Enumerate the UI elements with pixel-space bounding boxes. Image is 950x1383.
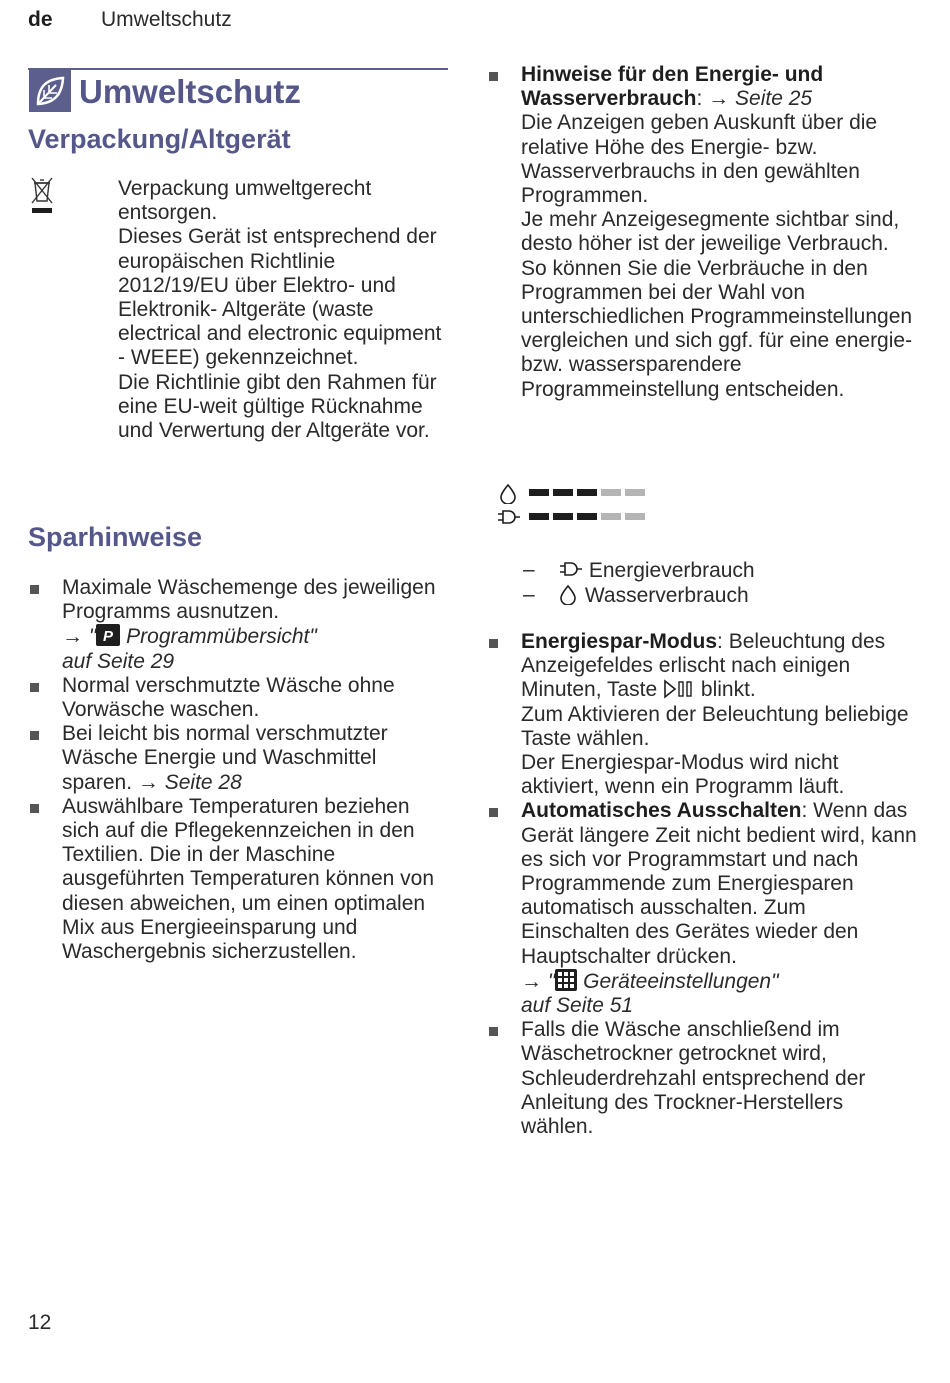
legend-item: – Energieverbrauch xyxy=(523,558,903,583)
energy-gauge xyxy=(497,506,697,528)
hint-list xyxy=(487,63,917,402)
hint-text: Die Anzeigen geben Auskunft über die relative Höhe des Energie- bzw. Wasserverbrauchs in den gewählten Programmen. Je mehr Anzeigesegmente sichtbar sind, desto höher ist der jeweilige Verbrauch. So können Sie die Verbräuche in den Programmen bei der Wahl von unterschiedlichen Programmeinstellungen vergleichen und sich ggf. für eine energie- bzw. wassersparendere Programmeinstellung entscheiden. xyxy=(521,111,913,401)
packaging-text: Verpackung umweltgerecht entsorgen. Dieses Gerät ist entsprechend der europäischen Richtlinie 2012/19/EU über Elektro- und Elektronik- Altgeräte (waste electrical and electronic equipment - WEEE) gekennzeichnet. Die Richtlinie gibt den Rahmen für eine EU-weit gültige Rücknahme und Verwertung der Altgeräte vor. xyxy=(118,177,442,443)
tips-list xyxy=(28,576,448,964)
level-segment-inactive xyxy=(601,489,621,496)
header-section-title: Umweltschutz xyxy=(101,8,232,31)
list-item: Falls die Wäsche anschließend im Wäschetrockner getrocknet wird, Schleuderdrehzahl entsprechend der Anleitung des Trockner-Herstellers wählen. xyxy=(487,1018,917,1139)
leaf-icon xyxy=(29,70,71,112)
list-item: Normal verschmutzte Wäsche ohne Vorwäsche waschen. xyxy=(28,674,448,722)
level-segment-active xyxy=(529,489,549,496)
device-settings-icon xyxy=(555,969,577,991)
level-segment-active xyxy=(529,513,549,520)
water-drop-icon xyxy=(557,583,579,605)
page-number: 12 xyxy=(28,1311,52,1334)
level-segment-active xyxy=(577,489,597,496)
energy-tips-list xyxy=(487,630,917,1139)
level-segment-inactive xyxy=(625,489,645,496)
legend-item: – Wasserverbrauch xyxy=(523,583,903,608)
program-overview-icon xyxy=(96,624,120,646)
start-pause-icon xyxy=(663,679,695,699)
list-item: Auswählbare Temperaturen beziehen sich auf die Pflegekennzeichen in den Textilien. Die in der Maschine ausgeführten Temperaturen können von diesen abweichen, um einen optimalen Mix aus Energieeinsparung und Waschergebnis sicherzustellen. xyxy=(28,795,448,964)
list-item: Energiespar-Modus: Beleuchtung des Anzeigefeldes erlischt nach einigen Minuten, Taste blinkt. Zum Aktivieren der Beleuchtung beliebige Taste wählen. Der Energiespar-Modus wird nicht aktiviert, wenn ein Programm läuft. xyxy=(487,630,917,799)
section-title-row xyxy=(28,68,448,118)
list-item: Bei leicht bis normal verschmutzter Wäsche Energie und Waschmittel sparen. → Seite 28 xyxy=(28,722,448,795)
tip-text: Maximale Wäschemenge des jeweiligen Programms ausnutzen. xyxy=(62,576,436,624)
hint-reference: → Seite 25 xyxy=(708,87,813,111)
water-gauge xyxy=(497,482,697,504)
language-code: de xyxy=(28,8,53,31)
crossed-bin-icon xyxy=(30,175,54,215)
packaging-heading: Verpackung/Altgerät xyxy=(28,124,291,154)
level-segment-inactive xyxy=(601,513,621,520)
page-title: Umweltschutz xyxy=(79,73,301,110)
level-segment-active xyxy=(553,489,573,496)
water-drop-icon xyxy=(497,482,519,504)
energy-plug-icon xyxy=(557,558,583,580)
tips-heading: Sparhinweise xyxy=(28,522,203,552)
list-item: Hinweise für den Energie- und Wasserverbrauch: → Seite 25 Die Anzeigen geben Auskunft über die relative Höhe des Energie- bzw. Wasserverbrauchs in den gewählten Programmen. Je mehr Anzeigesegmente sichtbar sind, desto höher ist der jeweilige Verbrauch. So können Sie die Verbräuche in den Programmen bei der Wahl von unterschiedlichen Programmeinstellungen vergleichen und sich ggf. für eine energie- bzw. wassersparendere Programmeinstellung entscheiden. xyxy=(487,63,917,402)
svg-text:P: P xyxy=(103,628,114,646)
tip-reference: → Seite 28 xyxy=(137,770,242,794)
energy-plug-icon xyxy=(495,506,521,528)
auto-off-reference: → " Geräteeinstellungen" auf Seite 51 xyxy=(521,969,779,1018)
level-segment-active xyxy=(577,513,597,520)
list-item xyxy=(28,576,448,674)
tip-reference: → " P Programmübersicht" auf Seite 29 xyxy=(62,625,317,673)
gauge-legend xyxy=(523,558,903,608)
level-segment-inactive xyxy=(625,513,645,520)
list-item: Automatisches Ausschalten: Wenn das Gerät längere Zeit nicht bedient wird, kann es sich vor Programmstart und nach Programmende zum Energiesparen automatisch ausschalten. Zum Einschalten des Gerätes wieder den Hauptschalter drücken. → " Geräteeinstellungen" auf Seite 51 xyxy=(487,799,917,1018)
level-segment-active xyxy=(553,513,573,520)
